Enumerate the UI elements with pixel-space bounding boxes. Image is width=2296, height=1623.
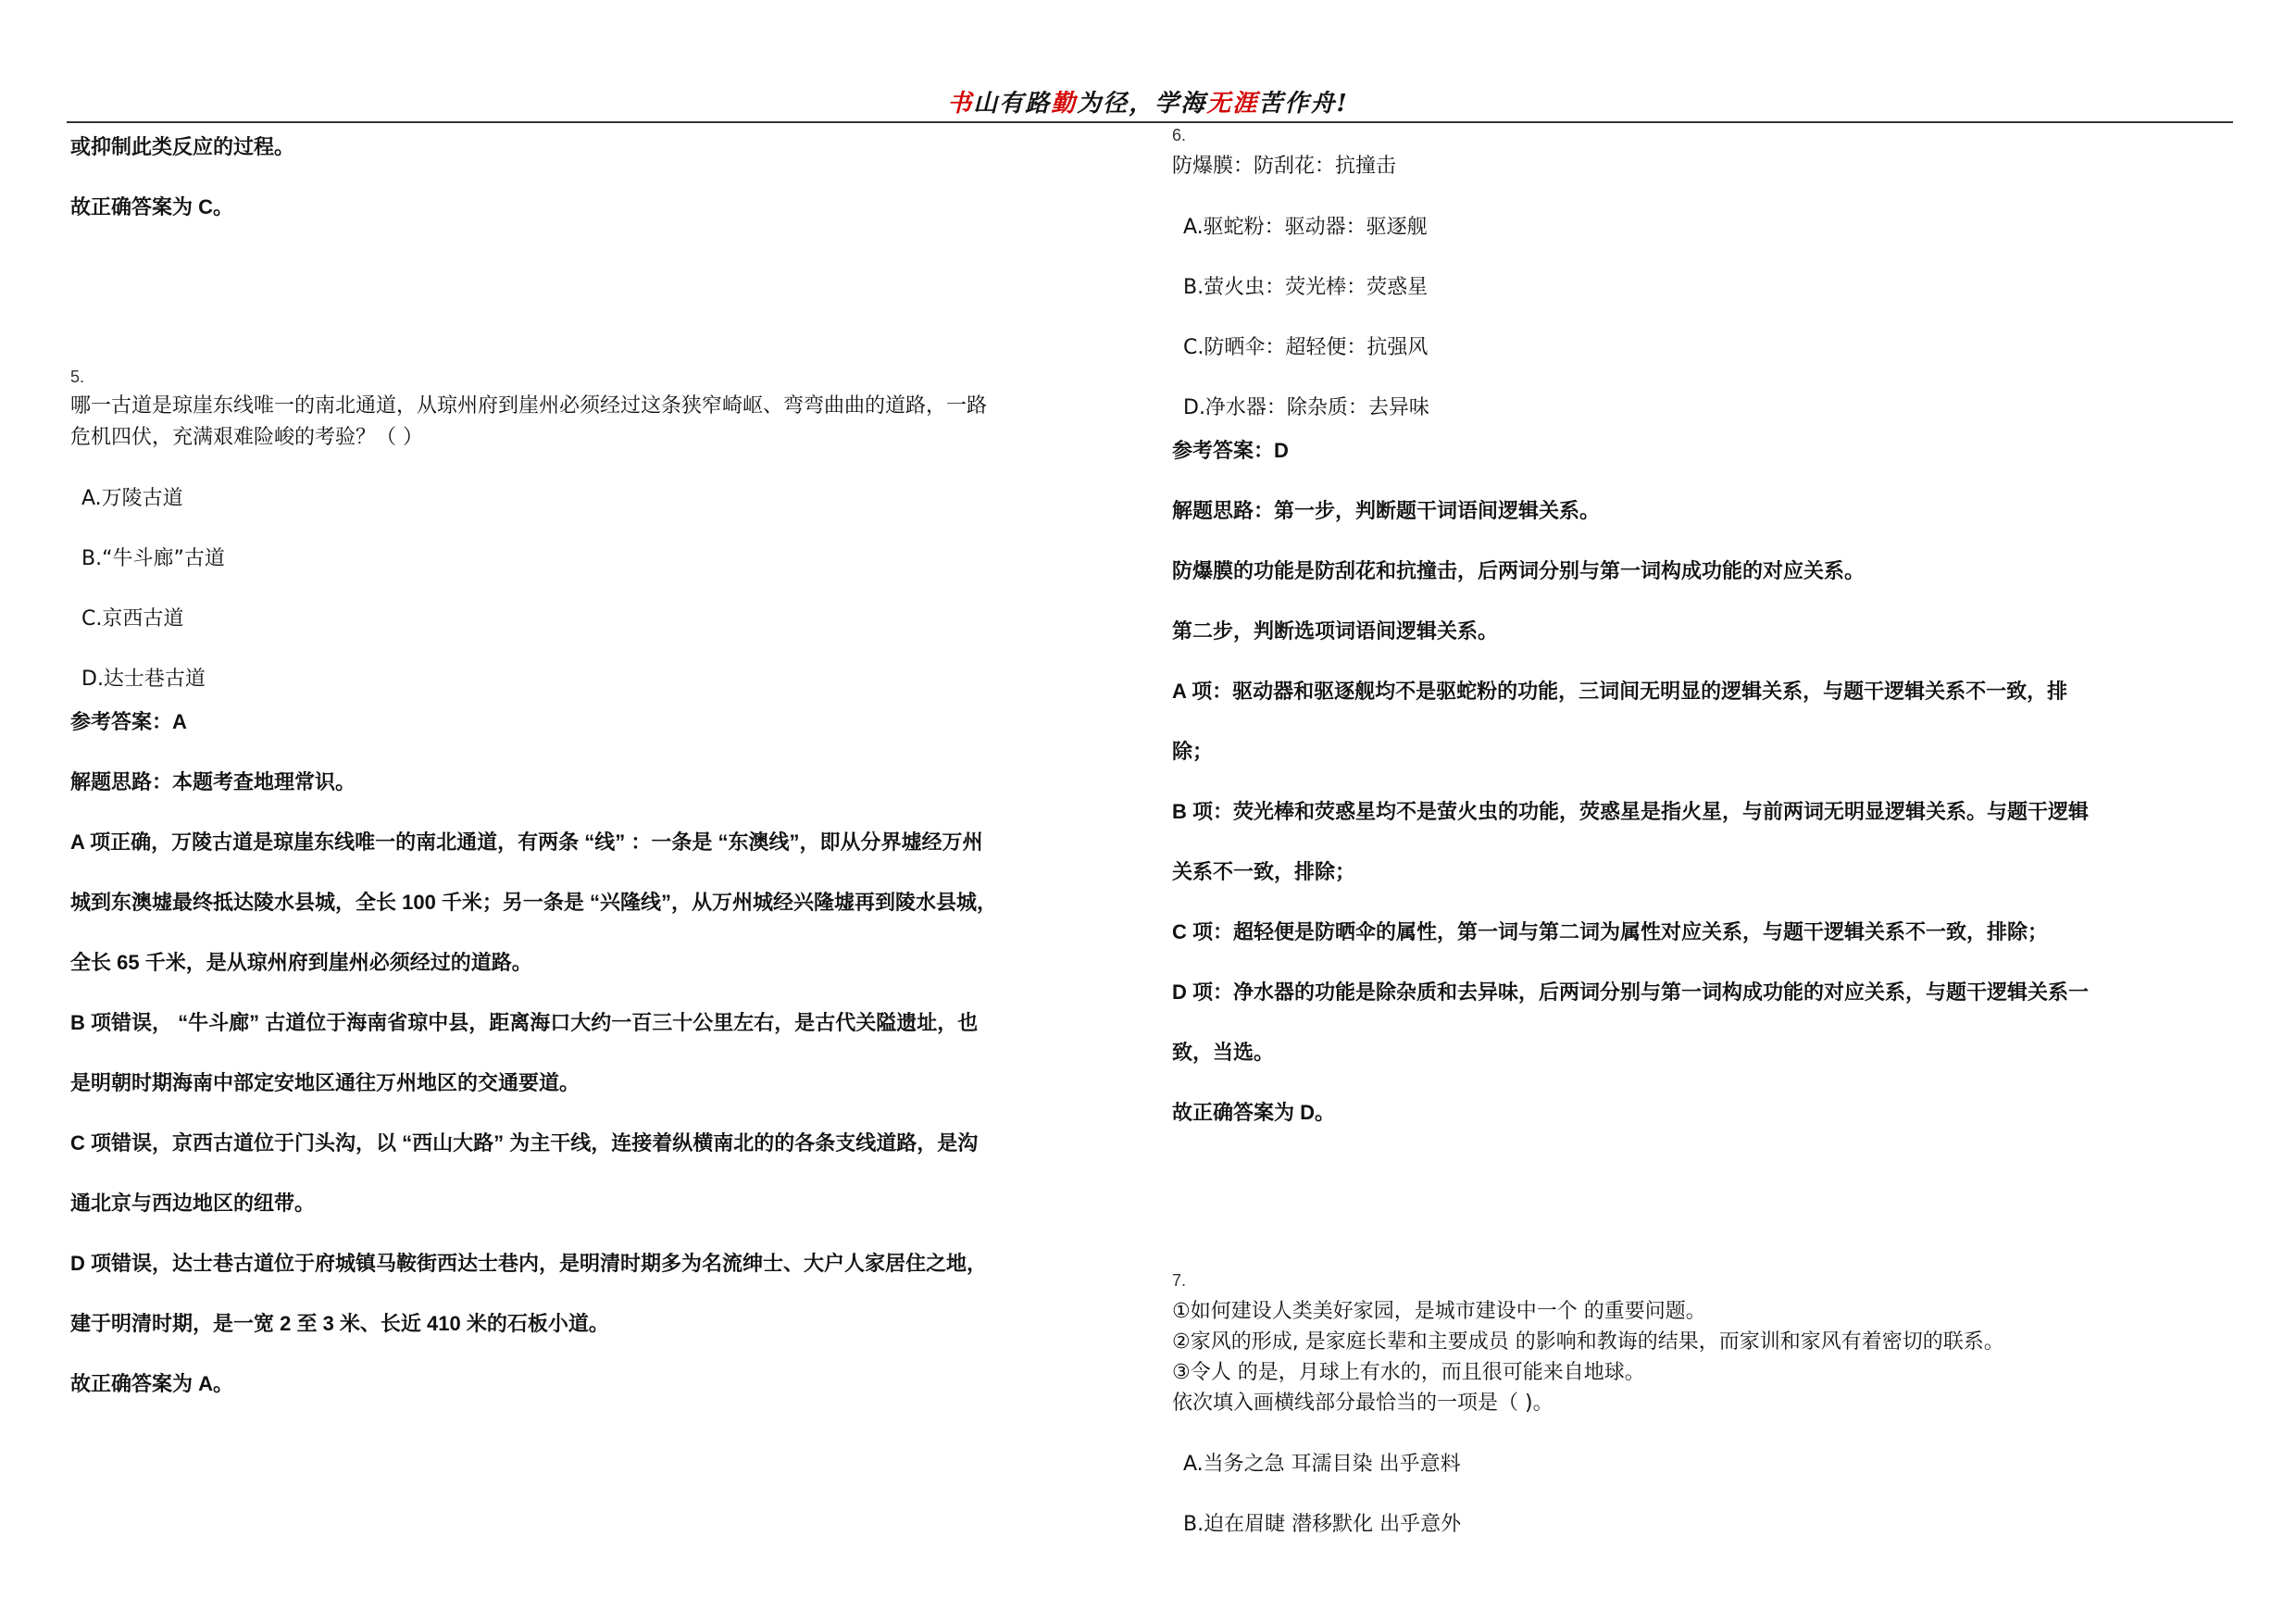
option-b: B.萤火虫：荧光棒：荧惑星: [1183, 276, 1429, 299]
explanation-line: 是明朝时期海南中部定安地区通往万州地区的交通要道。: [70, 1071, 580, 1094]
motto-part: 为径，学海: [1077, 90, 1207, 118]
question-number: 6.: [1172, 126, 1187, 144]
question-stem-line: ①如何建设人类美好家园，是城市建设中一个 的重要问题。: [1172, 1300, 1706, 1323]
explanation-line: 除；: [1172, 740, 1214, 763]
option-a: A.驱蛇粉：驱动器：驱逐舰: [1183, 216, 1428, 239]
prev-answer-line: 故正确答案为 C。: [70, 195, 234, 218]
explanation-line: 解题思路：第一步，判断题干词语间逻辑关系。: [1172, 499, 1601, 522]
prev-explanation-line: 或抑制此类反应的过程。: [70, 135, 295, 158]
explanation-line: 致，当选。: [1172, 1041, 1275, 1064]
reference-answer: 参考答案：D: [1172, 439, 1289, 462]
explanation-line: A 项正确，万陵古道是琼崖东线唯一的南北通道，有两条 “线” ：一条是 “东澳线”，即从分界墟经万州: [70, 830, 983, 854]
question-number: 7.: [1172, 1271, 1187, 1290]
explanation-line: 通北京与西边地区的纽带。: [70, 1192, 316, 1215]
explanation-line: A 项：驱动器和驱逐舰均不是驱蛇粉的功能，三词间无明显的逻辑关系，与题干逻辑关系不一致，排: [1172, 680, 2068, 703]
motto-part: 无涯: [1206, 90, 1259, 118]
explanation-line: D 项错误，达士巷古道位于府城镇马鞍街西达士巷内，是明清时期多为名流绅士、大户人家居住之地，: [70, 1252, 988, 1275]
question-stem-line: 依次填入画横线部分最恰当的一项是（ )。: [1172, 1392, 1554, 1415]
explanation-line: 故正确答案为 A。: [70, 1372, 234, 1395]
question-stem-line: 危机四伏，充满艰难险峻的考验？（ ）: [70, 426, 423, 449]
explanation-line: 故正确答案为 D。: [1172, 1101, 1336, 1124]
option-b: B.迫在眉睫 潜移默化 出乎意外: [1183, 1513, 1462, 1536]
explanation-line: 城到东澳墟最终抵达陵水县城，全长 100 千米；另一条是 “兴隆线”，从万州城经兴隆墟再到陵水县城，: [70, 891, 998, 914]
question-number: 5.: [70, 368, 85, 386]
option-b: B.“牛斗廊”古道: [81, 547, 225, 570]
header-divider: [67, 121, 2233, 123]
question-stem-line: 哪一古道是琼崖东线唯一的南北通道，从琼州府到崖州必须经过这条狭窄崎岖、弯弯曲曲的道路，一路: [70, 394, 988, 418]
option-d: D.净水器：除杂质：去异味: [1183, 396, 1429, 419]
explanation-line: 第二步，判断选项词语间逻辑关系。: [1172, 619, 1499, 643]
explanation-line: B 项错误， “牛斗廊” 古道位于海南省琼中县，距离海口大约一百三十公里左右，是古代关隘遗址，也: [70, 1011, 979, 1034]
option-d: D.达士巷古道: [81, 668, 206, 691]
option-a: A.万陵古道: [81, 487, 183, 510]
reference-answer: 参考答案：A: [70, 710, 187, 733]
explanation-line: 防爆膜的功能是防刮花和抗撞击，后两词分别与第一词构成功能的对应关系。: [1172, 559, 1866, 582]
motto-part: 山有路: [973, 90, 1052, 118]
question-stem: 防爆膜：防刮花：抗撞击: [1172, 155, 1397, 178]
page-header-motto: [0, 87, 2296, 120]
explanation-line: B 项：荧光棒和荧惑星均不是萤火虫的功能，荧惑星是指火星，与前两词无明显逻辑关系。与题干逻辑: [1172, 800, 2090, 823]
option-a: A.当务之急 耳濡目染 出乎意料: [1183, 1453, 1461, 1476]
explanation-line: C 项：超轻便是防晒伞的属性，第一词与第二词为属性对应关系，与题干逻辑关系不一致，排除；: [1172, 920, 2049, 943]
explanation-line: 关系不一致，排除；: [1172, 860, 1356, 883]
explanation-line: C 项错误，京西古道位于门头沟，以 “西山大路” 为主干线，连接着纵横南北的的各条支线道路，是沟: [70, 1131, 979, 1155]
option-c: C.防晒伞：超轻便：抗强风: [1183, 336, 1429, 359]
motto-part: 勤: [1051, 90, 1078, 118]
question-stem-line: ③令人 的是，月球上有水的，而且很可能来自地球。: [1172, 1361, 1645, 1384]
motto-part: 书: [947, 90, 974, 118]
explanation-line: 解题思路：本题考查地理常识。: [70, 770, 356, 793]
explanation-line: 建于明清时期，是一宽 2 至 3 米、长近 410 米的石板小道。: [70, 1312, 609, 1335]
motto-part: 苦作舟!: [1258, 90, 1349, 118]
option-c: C.京西古道: [81, 607, 184, 630]
explanation-line: 全长 65 千米，是从琼州府到崖州必须经过的道路。: [70, 951, 532, 974]
explanation-line: D 项：净水器的功能是除杂质和去异味，后两词分别与第一词构成功能的对应关系，与题干逻辑关系一: [1172, 980, 2090, 1004]
question-stem-line: ②家风的形成, 是家庭长辈和主要成员 的影响和教诲的结果，而家训和家风有着密切的联系。: [1172, 1330, 2004, 1354]
